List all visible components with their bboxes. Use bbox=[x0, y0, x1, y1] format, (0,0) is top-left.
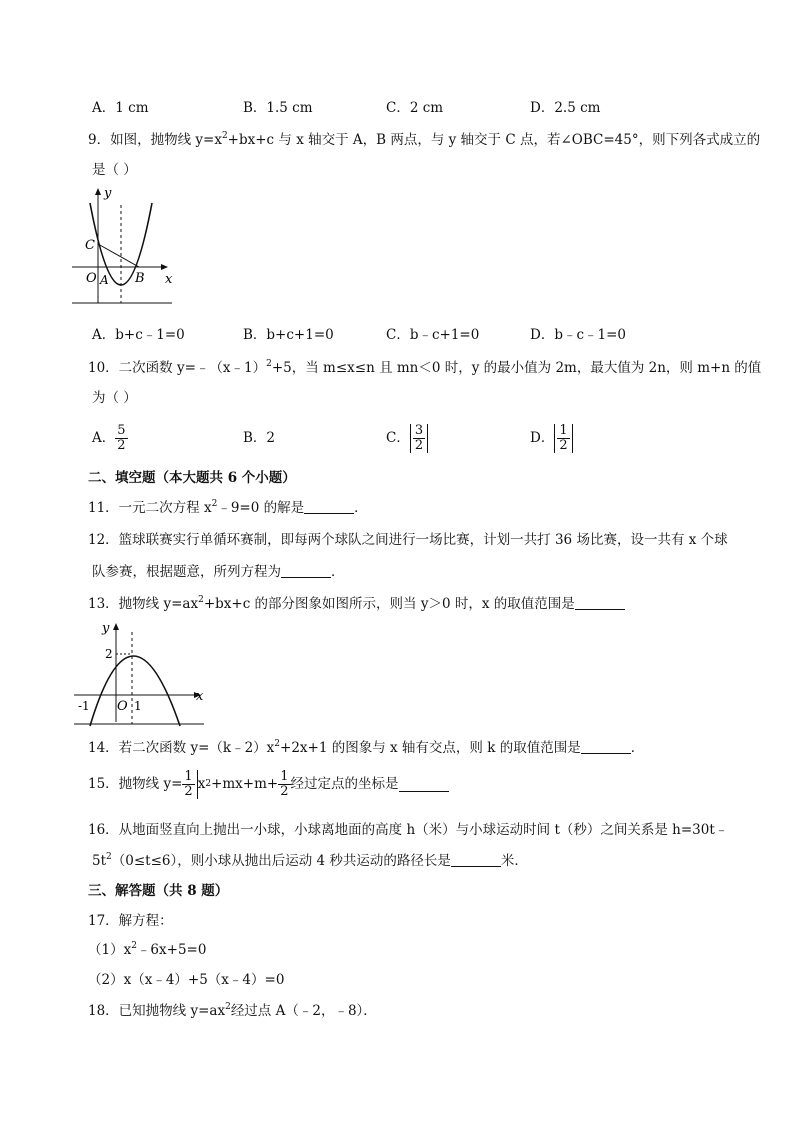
q12-end: ． bbox=[331, 564, 345, 580]
q16-line2-pre: 5t bbox=[92, 853, 107, 869]
q13-label-2: 2 bbox=[105, 647, 113, 661]
q11-end: ． bbox=[354, 500, 368, 516]
q10-option-c bbox=[386, 420, 428, 456]
q15-answer-blank[interactable] bbox=[399, 777, 449, 792]
q13-exp: 2 bbox=[198, 595, 204, 605]
q13-parabola bbox=[90, 656, 180, 726]
q17-part1 bbox=[88, 940, 206, 960]
q16-exp: 2 bbox=[106, 852, 112, 862]
q9-label-b: B bbox=[135, 271, 145, 286]
q9-option-a: A．b+c﹣1=0 bbox=[92, 327, 185, 343]
q9-label-o: O bbox=[86, 271, 97, 286]
q12-line1: 12．篮球联赛实行单循环赛制，即每两个球队之间进行一场比赛，计划一共打 36 场比赛，设一共有 x 个球 bbox=[88, 532, 728, 548]
q18 bbox=[88, 1001, 377, 1021]
q13-label-1: 1 bbox=[134, 699, 142, 713]
q11-pre: 11．一元二次方程 x bbox=[88, 500, 212, 516]
q9-exp: 2 bbox=[221, 131, 228, 141]
q10-stem-line1 bbox=[88, 358, 761, 378]
q13-answer-blank[interactable] bbox=[575, 595, 625, 610]
section-3-heading: 三、解答题（共 8 题） bbox=[88, 883, 229, 899]
q17-part1-exp: 2 bbox=[131, 941, 137, 951]
q13-label-neg1: -1 bbox=[78, 699, 90, 713]
q16-line1: 16．从地面竖直向上抛出一小球，小球离地面的高度 h（米）与小球运动时间 t（秒）之间关系是 h=30t﹣ bbox=[88, 822, 729, 838]
q18-pre: 18．已知抛物线 y=ax bbox=[88, 1003, 226, 1019]
q10-option-d-fraction: $\frac{1}{2}$ bbox=[554, 424, 572, 453]
q13-label-y: y bbox=[102, 621, 110, 636]
q12-line2-text: 队参赛，根据题意，所列方程为 bbox=[92, 564, 281, 580]
q10-exp: 2 bbox=[266, 359, 272, 369]
q15-mid: x bbox=[197, 776, 206, 792]
q8-option-d: D．2.5 cm bbox=[530, 100, 601, 116]
q16-answer-blank[interactable] bbox=[451, 852, 501, 867]
q9-y-arrow bbox=[95, 188, 101, 195]
q10-stem-pre: 10．二次函数 y=﹣（x﹣1） bbox=[88, 360, 267, 376]
q18-exp: 2 bbox=[225, 1002, 231, 1012]
q10-option-b: B．2 bbox=[243, 430, 276, 446]
q13 bbox=[88, 594, 625, 614]
q9-parabola-figure bbox=[68, 185, 183, 310]
q9-label-a: A bbox=[100, 273, 109, 287]
q13-label-x: x bbox=[196, 689, 204, 704]
q8-option-a: A．1 cm bbox=[92, 100, 149, 116]
q9-stem-line2: 是（ ） bbox=[92, 162, 137, 178]
q14-exp: 2 bbox=[274, 739, 281, 749]
q15: 15．抛物线 y= $\frac{1}{2}$ x 2 +mx+m+ $\frac{1}{2}$ 经过定点的坐标是 bbox=[88, 764, 449, 804]
q12-answer-blank[interactable] bbox=[281, 563, 331, 578]
q10-option-c-label: C． bbox=[386, 430, 410, 446]
q9-stem-post: +bx+c 与 x 轴交于 A，B 两点，与 y 轴交于 C 点，若∠OBC=45°，则下列各式成立的 bbox=[227, 132, 761, 148]
q9-segment-cb bbox=[98, 244, 139, 267]
q10-option-a-fraction: $\frac{5}{2}$ bbox=[117, 422, 126, 453]
q17-part2: （2）x（x﹣4）+5（x﹣4）=0 bbox=[88, 972, 285, 988]
q14-answer-blank[interactable] bbox=[581, 739, 631, 754]
q9-option-b: B．b+c+1=0 bbox=[243, 327, 334, 343]
q10-stem-post: +5，当 m≤x≤n 且 mn＜0 时，y 的最小值为 2m，最大值为 2n，则 m+n 的值 bbox=[271, 360, 762, 376]
q10-option-a-label: A． bbox=[92, 430, 116, 446]
q17-part1-post: ﹣6x+5=0 bbox=[136, 942, 207, 958]
q14-end: ． bbox=[630, 740, 645, 756]
q13-pre: 13．抛物线 y=ax bbox=[88, 596, 199, 612]
q15-fraction-1: $\frac{1}{2}$ bbox=[182, 770, 197, 799]
q15-post: 经过定点的坐标是 bbox=[290, 776, 399, 792]
q11 bbox=[88, 498, 368, 518]
q9-label-c: C bbox=[85, 238, 95, 253]
q8-option-c: C．2 cm bbox=[386, 100, 444, 116]
q16-line2 bbox=[92, 851, 528, 871]
q9-label-x: x bbox=[165, 272, 173, 287]
q9-x-arrow bbox=[161, 264, 168, 270]
q16-line2-post: （0≤t≤6），则小球从抛出后运动 4 秒共运动的路径长是 bbox=[111, 853, 451, 869]
section-2-heading: 二、填空题（本大题共 6 个小题） bbox=[88, 470, 296, 486]
q10-option-d bbox=[530, 420, 573, 456]
q18-post: 经过点 A（﹣2，﹣8）． bbox=[230, 1003, 377, 1019]
q9-stem-line1 bbox=[88, 130, 760, 150]
q12-line2 bbox=[92, 562, 345, 582]
q15-pre: 15．抛物线 y= bbox=[88, 776, 183, 792]
q13-label-o: O bbox=[117, 699, 128, 714]
q10-option-d-label: D． bbox=[530, 430, 555, 446]
q14-pre: 14．若二次函数 y=（k﹣2）x bbox=[88, 740, 275, 756]
q11-answer-blank[interactable] bbox=[304, 499, 354, 514]
q14-post: +2x+1 的图象与 x 轴有交点，则 k 的取值范围是 bbox=[280, 740, 581, 756]
q17-part1-pre: （1）x bbox=[88, 942, 132, 958]
q11-post: ﹣9=0 的解是 bbox=[217, 500, 305, 516]
q9-option-c: C．b﹣c+1=0 bbox=[386, 327, 480, 343]
q8-option-b: B．1.5 cm bbox=[243, 100, 313, 116]
q13-parabola-figure bbox=[70, 618, 210, 728]
q17-title: 17．解方程： bbox=[88, 913, 173, 929]
q9-label-y: y bbox=[104, 186, 112, 201]
q11-exp: 2 bbox=[211, 499, 218, 509]
q9-option-d: D．b﹣c﹣1=0 bbox=[530, 327, 627, 343]
q14 bbox=[88, 738, 644, 758]
q10-stem-line2: 为（ ） bbox=[92, 390, 137, 406]
q9-stem-pre: 9．如图，抛物线 y=x bbox=[88, 132, 222, 148]
q13-y-arrow bbox=[113, 623, 119, 630]
q10-option-a bbox=[92, 420, 128, 456]
q10-option-c-fraction: $\frac{3}{2}$ bbox=[410, 424, 428, 453]
q15-mid2: +mx+m+ bbox=[211, 776, 279, 792]
q13-post: +bx+c 的部分图象如图所示，则当 y＞0 时，x 的取值范围是 bbox=[203, 596, 575, 612]
q16-end: 米． bbox=[500, 853, 528, 869]
q15-fraction-2: $\frac{1}{2}$ bbox=[280, 768, 289, 799]
